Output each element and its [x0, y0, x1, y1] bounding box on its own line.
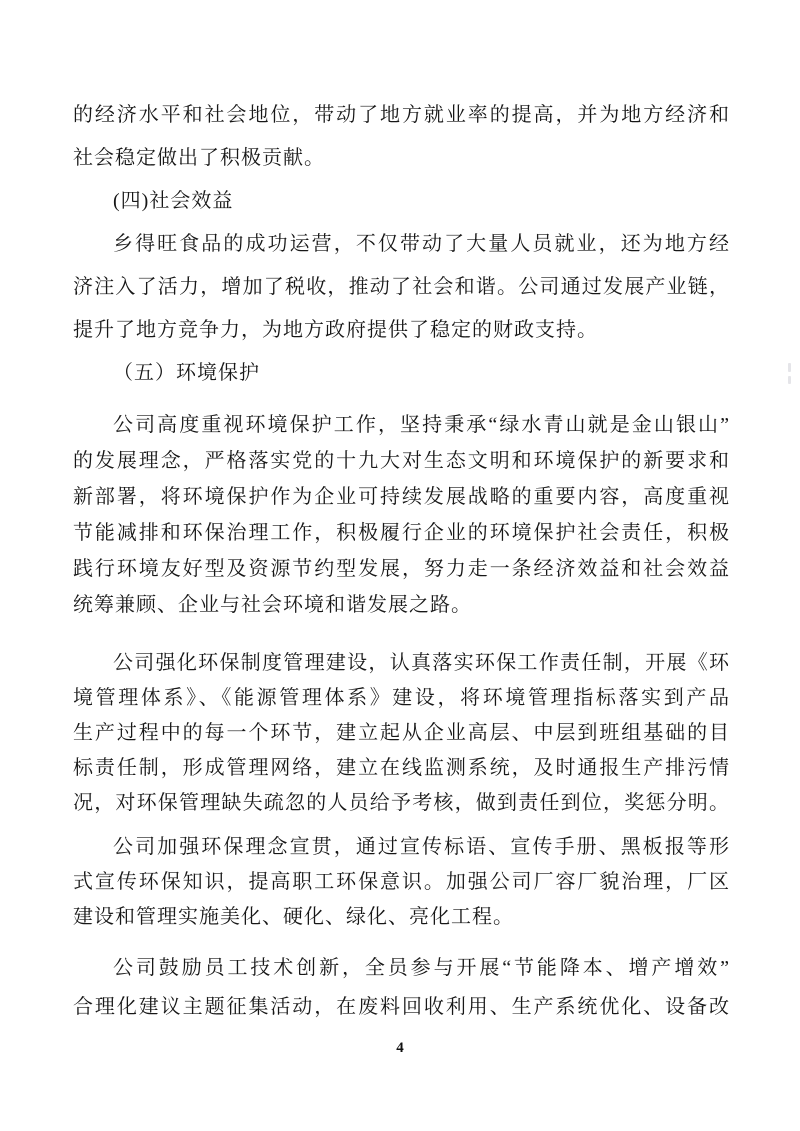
text-line: 新部署，将环境保护作为企业可持续发展战略的重要内容，高度重视	[73, 486, 730, 508]
text-line: 践行环境友好型及资源节约型发展，努力走一条经济效益和社会效益	[73, 558, 730, 580]
section-heading-social-benefit	[73, 180, 730, 223]
text-line: 建设和管理实施美化、硬化、绿化、亮化工程。	[73, 906, 514, 928]
text-line: 标责任制，形成管理网络，建立在线监测系统，及时通报生产排污情	[73, 757, 730, 779]
text-line: 公司强化环保制度管理建设，认真落实环保工作责任制，开展《环	[113, 652, 730, 674]
text-line: 公司高度重视环境保护工作，坚持秉承“绿水青山就是金山银山”	[113, 414, 730, 436]
text-line: 的经济水平和社会地位，带动了地方就业率的提高，并为地方经济和	[73, 104, 730, 126]
text-line: 节能减排和环保治理工作，积极履行企业的环境保护社会责任，积极	[73, 522, 730, 544]
text-line: 公司加强环保理念宣贯，通过宣传标语、宣传手册、黑板报等形	[113, 836, 730, 858]
text-line: 统筹兼顾、企业与社会环境和谐发展之路。	[73, 594, 472, 616]
scan-artifact	[788, 363, 791, 372]
document-body	[73, 94, 730, 1027]
paragraph-innovation	[73, 949, 730, 1027]
text-line: 的发展理念，严格落实党的十九大对生态文明和环境保护的新要求和	[73, 450, 730, 472]
section-heading-environment	[73, 352, 730, 395]
heading-text: (四)社会效益	[113, 190, 234, 212]
scan-artifact	[788, 376, 791, 384]
text-line: 境管理体系》、《能源管理体系》建设，将环境管理指标落实到产品	[73, 687, 730, 709]
text-line: 社会稳定做出了积极贡献。	[73, 147, 325, 169]
text-line: 提升了地方竞争力，为地方政府提供了稳定的财政支持。	[73, 319, 598, 341]
paragraph-environment-awareness	[73, 830, 730, 935]
text-line: 济注入了活力，增加了税收，推动了社会和谐。公司通过发展产业链，	[73, 276, 730, 298]
page-number: 4	[396, 1040, 404, 1056]
heading-text: （五）环境保护	[113, 362, 260, 384]
text-line: 况，对环保管理缺失疏忽的人员给予考核，做到责任到位，奖惩分明。	[73, 792, 730, 814]
paragraph-social-benefit	[73, 223, 730, 352]
text-line: 公司鼓励员工技术创新，全员参与开展“节能降本、增产增效”	[113, 957, 730, 979]
paragraph-environment-commitment	[73, 407, 730, 623]
paragraph-continuation	[73, 94, 730, 180]
text-line: 合理化建议主题征集活动，在废料回收利用、生产系统优化、设备改	[73, 996, 730, 1018]
text-line: 式宣传环保知识，提高职工环保意识。加强公司厂容厂貌治理，厂区	[73, 871, 730, 893]
text-line: 乡得旺食品的成功运营，不仅带动了大量人员就业，还为地方经	[113, 233, 730, 255]
text-line: 生产过程中的每一个环节，建立起从企业高层、中层到班组基础的目	[73, 722, 730, 744]
paragraph-environment-system	[73, 646, 730, 821]
